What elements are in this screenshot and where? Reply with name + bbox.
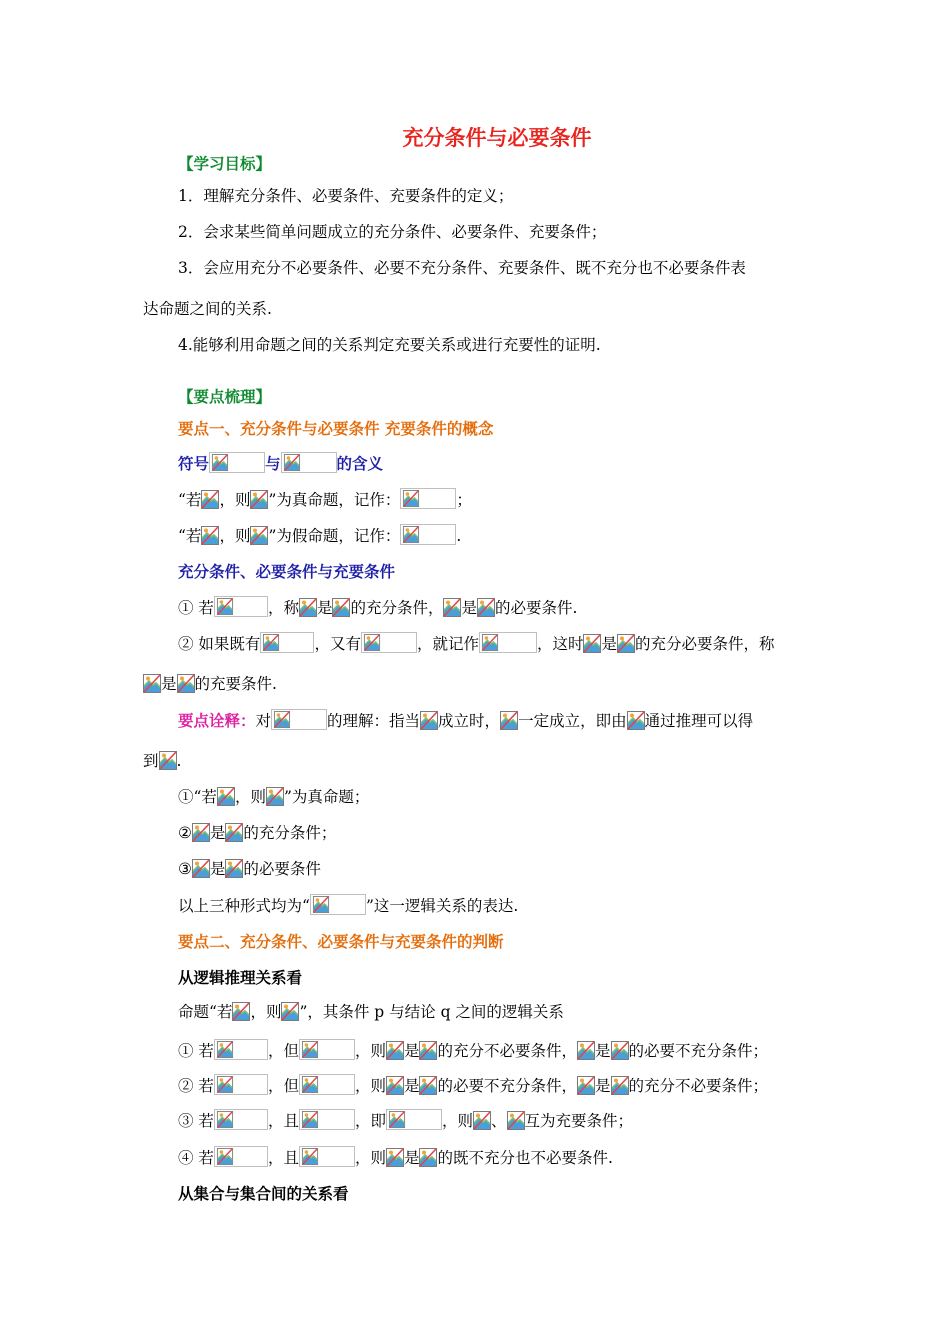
broken-image-icon <box>419 1041 437 1060</box>
broken-image-icon <box>500 711 518 730</box>
text: 通过推理可以得 <box>644 712 754 730</box>
formula-image <box>299 1074 355 1095</box>
text: 的必要条件. <box>495 599 578 617</box>
text: ③ 若 <box>178 1112 214 1130</box>
note-label: 要点诠释： <box>178 711 256 730</box>
text: ③ <box>178 860 192 878</box>
text: 是 <box>316 599 333 617</box>
text: ，则 <box>354 1042 386 1060</box>
section-2-title: 要点二、充分条件、必要条件与充要条件的判断 <box>178 932 504 951</box>
formula-image <box>209 452 265 473</box>
text: ，则 <box>219 491 251 509</box>
broken-image-icon <box>419 1076 437 1095</box>
broken-image-icon <box>217 787 235 806</box>
broken-image-icon <box>420 711 438 730</box>
text: 是 <box>161 675 177 693</box>
condition-line-2 <box>178 632 775 655</box>
text: 是 <box>209 860 226 878</box>
text: 是 <box>403 1149 420 1167</box>
text: ，但 <box>267 1077 299 1095</box>
relation-line-3 <box>178 1109 633 1132</box>
broken-image-icon <box>577 1076 595 1095</box>
broken-image-icon <box>201 490 219 509</box>
formula-image <box>214 1109 268 1130</box>
note-item-2 <box>178 822 336 844</box>
text: 的既不充分也不必要条件. <box>437 1149 613 1167</box>
broken-image-icon <box>611 1041 629 1060</box>
text: 一定成立，即由 <box>518 712 627 730</box>
text: 是 <box>403 1042 420 1060</box>
text: 是 <box>403 1077 420 1095</box>
text: ”为假命题，记作： <box>268 527 401 545</box>
formula-image <box>361 632 417 653</box>
broken-image-icon <box>250 490 268 509</box>
text: ② <box>178 824 192 842</box>
goal-item-2: 2．会求某些简单问题成立的充分条件、必要条件、充要条件； <box>178 223 607 241</box>
text: 的充分必要条件，称 <box>635 635 775 653</box>
goal-item-4: 4.能够利用命题之间的关系判定充要关系或进行充要性的证明. <box>178 336 601 354</box>
text: 的充分条件； <box>243 824 337 842</box>
relation-line-1 <box>178 1039 768 1062</box>
text: 是 <box>595 1042 611 1060</box>
text: 互为充要条件； <box>524 1112 634 1130</box>
broken-image-icon <box>507 1111 525 1130</box>
condition-line-1 <box>178 596 577 619</box>
broken-image-icon <box>477 598 495 617</box>
formula-image <box>479 632 537 653</box>
text: ，则 <box>441 1112 473 1130</box>
text: ④ 若 <box>178 1149 214 1167</box>
text: ，即 <box>354 1112 386 1130</box>
broken-image-icon <box>386 1076 404 1095</box>
text: ，这时 <box>536 635 584 653</box>
broken-image-icon <box>192 823 210 842</box>
goal-item-3: 3．会应用充分不必要条件、必要不充分条件、充要条件、既不充分也不必要条件表 <box>178 259 746 277</box>
text: 的必要条件 <box>243 860 321 878</box>
formula-image <box>310 894 366 915</box>
text: 的充分不必要条件； <box>628 1077 769 1095</box>
broken-image-icon <box>232 1002 250 1021</box>
text: 到 <box>143 752 159 770</box>
broken-image-icon <box>159 751 177 770</box>
text: “若 <box>178 527 202 545</box>
broken-image-icon <box>419 1148 437 1167</box>
text: ，则 <box>234 788 266 806</box>
text: 、 <box>490 1112 507 1130</box>
broken-image-icon <box>473 1111 491 1130</box>
text: ② 如果既有 <box>178 635 261 653</box>
text: . <box>176 752 182 770</box>
text: ，则 <box>354 1149 386 1167</box>
formula-image <box>271 709 327 730</box>
broken-image-icon <box>577 1041 595 1060</box>
text: 的充分不必要条件， <box>437 1042 577 1060</box>
text: 以上三种形式均为“ <box>178 897 310 915</box>
page-title: 充分条件与必要条件 <box>402 125 592 150</box>
text: 的含义 <box>336 454 384 473</box>
text: ”，其条件 p 与结论 q 之间的逻辑关系 <box>299 1003 564 1021</box>
text: 对 <box>255 712 272 730</box>
section-1-title: 要点一、充分条件与必要条件 充要条件的概念 <box>178 419 494 438</box>
text: ，则 <box>219 527 251 545</box>
formula-image <box>299 1109 355 1130</box>
points-header: 【要点梳理】 <box>178 387 272 406</box>
text: ，但 <box>267 1042 299 1060</box>
broken-image-icon <box>192 859 210 878</box>
proposition-line <box>178 1001 564 1023</box>
broken-image-icon <box>250 526 268 545</box>
formula-image <box>299 1146 355 1167</box>
text: 命题“若 <box>178 1003 233 1021</box>
formula-image <box>299 1039 355 1060</box>
broken-image-icon <box>143 674 161 693</box>
text: 成立时， <box>438 712 501 730</box>
text: ② 若 <box>178 1077 214 1095</box>
goal-item-1: 1．理解充分条件、必要条件、充要条件的定义； <box>178 187 514 205</box>
broken-image-icon <box>617 634 635 653</box>
text: . <box>456 527 462 545</box>
condition-line-2-cont <box>143 673 277 695</box>
note-summary <box>178 894 518 917</box>
broken-image-icon <box>225 859 243 878</box>
broken-image-icon <box>201 526 219 545</box>
text: 符号 <box>178 454 210 473</box>
broken-image-icon <box>386 1041 404 1060</box>
text: ，又有 <box>314 635 361 653</box>
formula-image <box>400 524 456 545</box>
logic-subtitle: 从逻辑推理关系看 <box>178 968 303 987</box>
formula-image <box>260 632 314 653</box>
broken-image-icon <box>386 1148 404 1167</box>
text: ”为真命题； <box>283 788 370 806</box>
text: “若 <box>178 491 202 509</box>
broken-image-icon <box>611 1076 629 1095</box>
text: 是 <box>209 824 226 842</box>
text: ”这一逻辑关系的表达. <box>365 897 519 915</box>
formula-image <box>214 1039 268 1060</box>
text: ，就记作 <box>416 635 479 653</box>
goals-header: 【学习目标】 <box>178 154 272 173</box>
symbol-meaning-line <box>178 452 383 475</box>
formula-image <box>400 488 456 509</box>
broken-image-icon <box>225 823 243 842</box>
text: ，且 <box>267 1112 299 1130</box>
note-item-1 <box>178 786 369 808</box>
text: 与 <box>265 454 281 473</box>
text: ①“若 <box>178 788 217 806</box>
text: ① 若 <box>178 1042 214 1060</box>
text: ，则 <box>354 1077 386 1095</box>
text: 的理解：指当 <box>327 712 421 730</box>
goal-item-3-cont: 达命题之间的关系. <box>143 300 272 318</box>
note-line <box>178 709 753 732</box>
broken-image-icon <box>332 598 350 617</box>
note-item-3 <box>178 858 321 880</box>
relation-line-4 <box>178 1146 613 1169</box>
broken-image-icon <box>177 674 195 693</box>
text: ； <box>456 491 472 509</box>
broken-image-icon <box>266 787 284 806</box>
relation-line-2 <box>178 1074 768 1097</box>
formula-image <box>214 596 268 617</box>
formula-image <box>281 452 337 473</box>
text: 的必要不充分条件， <box>437 1077 577 1095</box>
text: ，称 <box>267 599 299 617</box>
text: ，则 <box>250 1003 282 1021</box>
broken-image-icon <box>627 711 645 730</box>
text: 的充分条件， <box>350 599 444 617</box>
broken-image-icon <box>299 598 317 617</box>
formula-image <box>386 1109 442 1130</box>
false-proposition-line <box>178 524 461 547</box>
text: 的充要条件. <box>194 675 277 693</box>
subsection-title: 充分条件、必要条件与充要条件 <box>178 562 396 581</box>
text: ”为真命题，记作： <box>268 491 401 509</box>
set-subtitle: 从集合与集合间的关系看 <box>178 1184 349 1203</box>
text: 是 <box>595 1077 611 1095</box>
formula-image <box>214 1074 268 1095</box>
text: 是 <box>461 599 477 617</box>
true-proposition-line <box>178 488 472 511</box>
text: 的必要不充分条件； <box>628 1042 769 1060</box>
text: ，且 <box>267 1149 299 1167</box>
text: ① 若 <box>178 599 214 617</box>
broken-image-icon <box>443 598 461 617</box>
broken-image-icon <box>583 634 601 653</box>
text: 是 <box>601 635 617 653</box>
formula-image <box>214 1146 268 1167</box>
note-line-cont <box>143 750 181 772</box>
broken-image-icon <box>281 1002 299 1021</box>
